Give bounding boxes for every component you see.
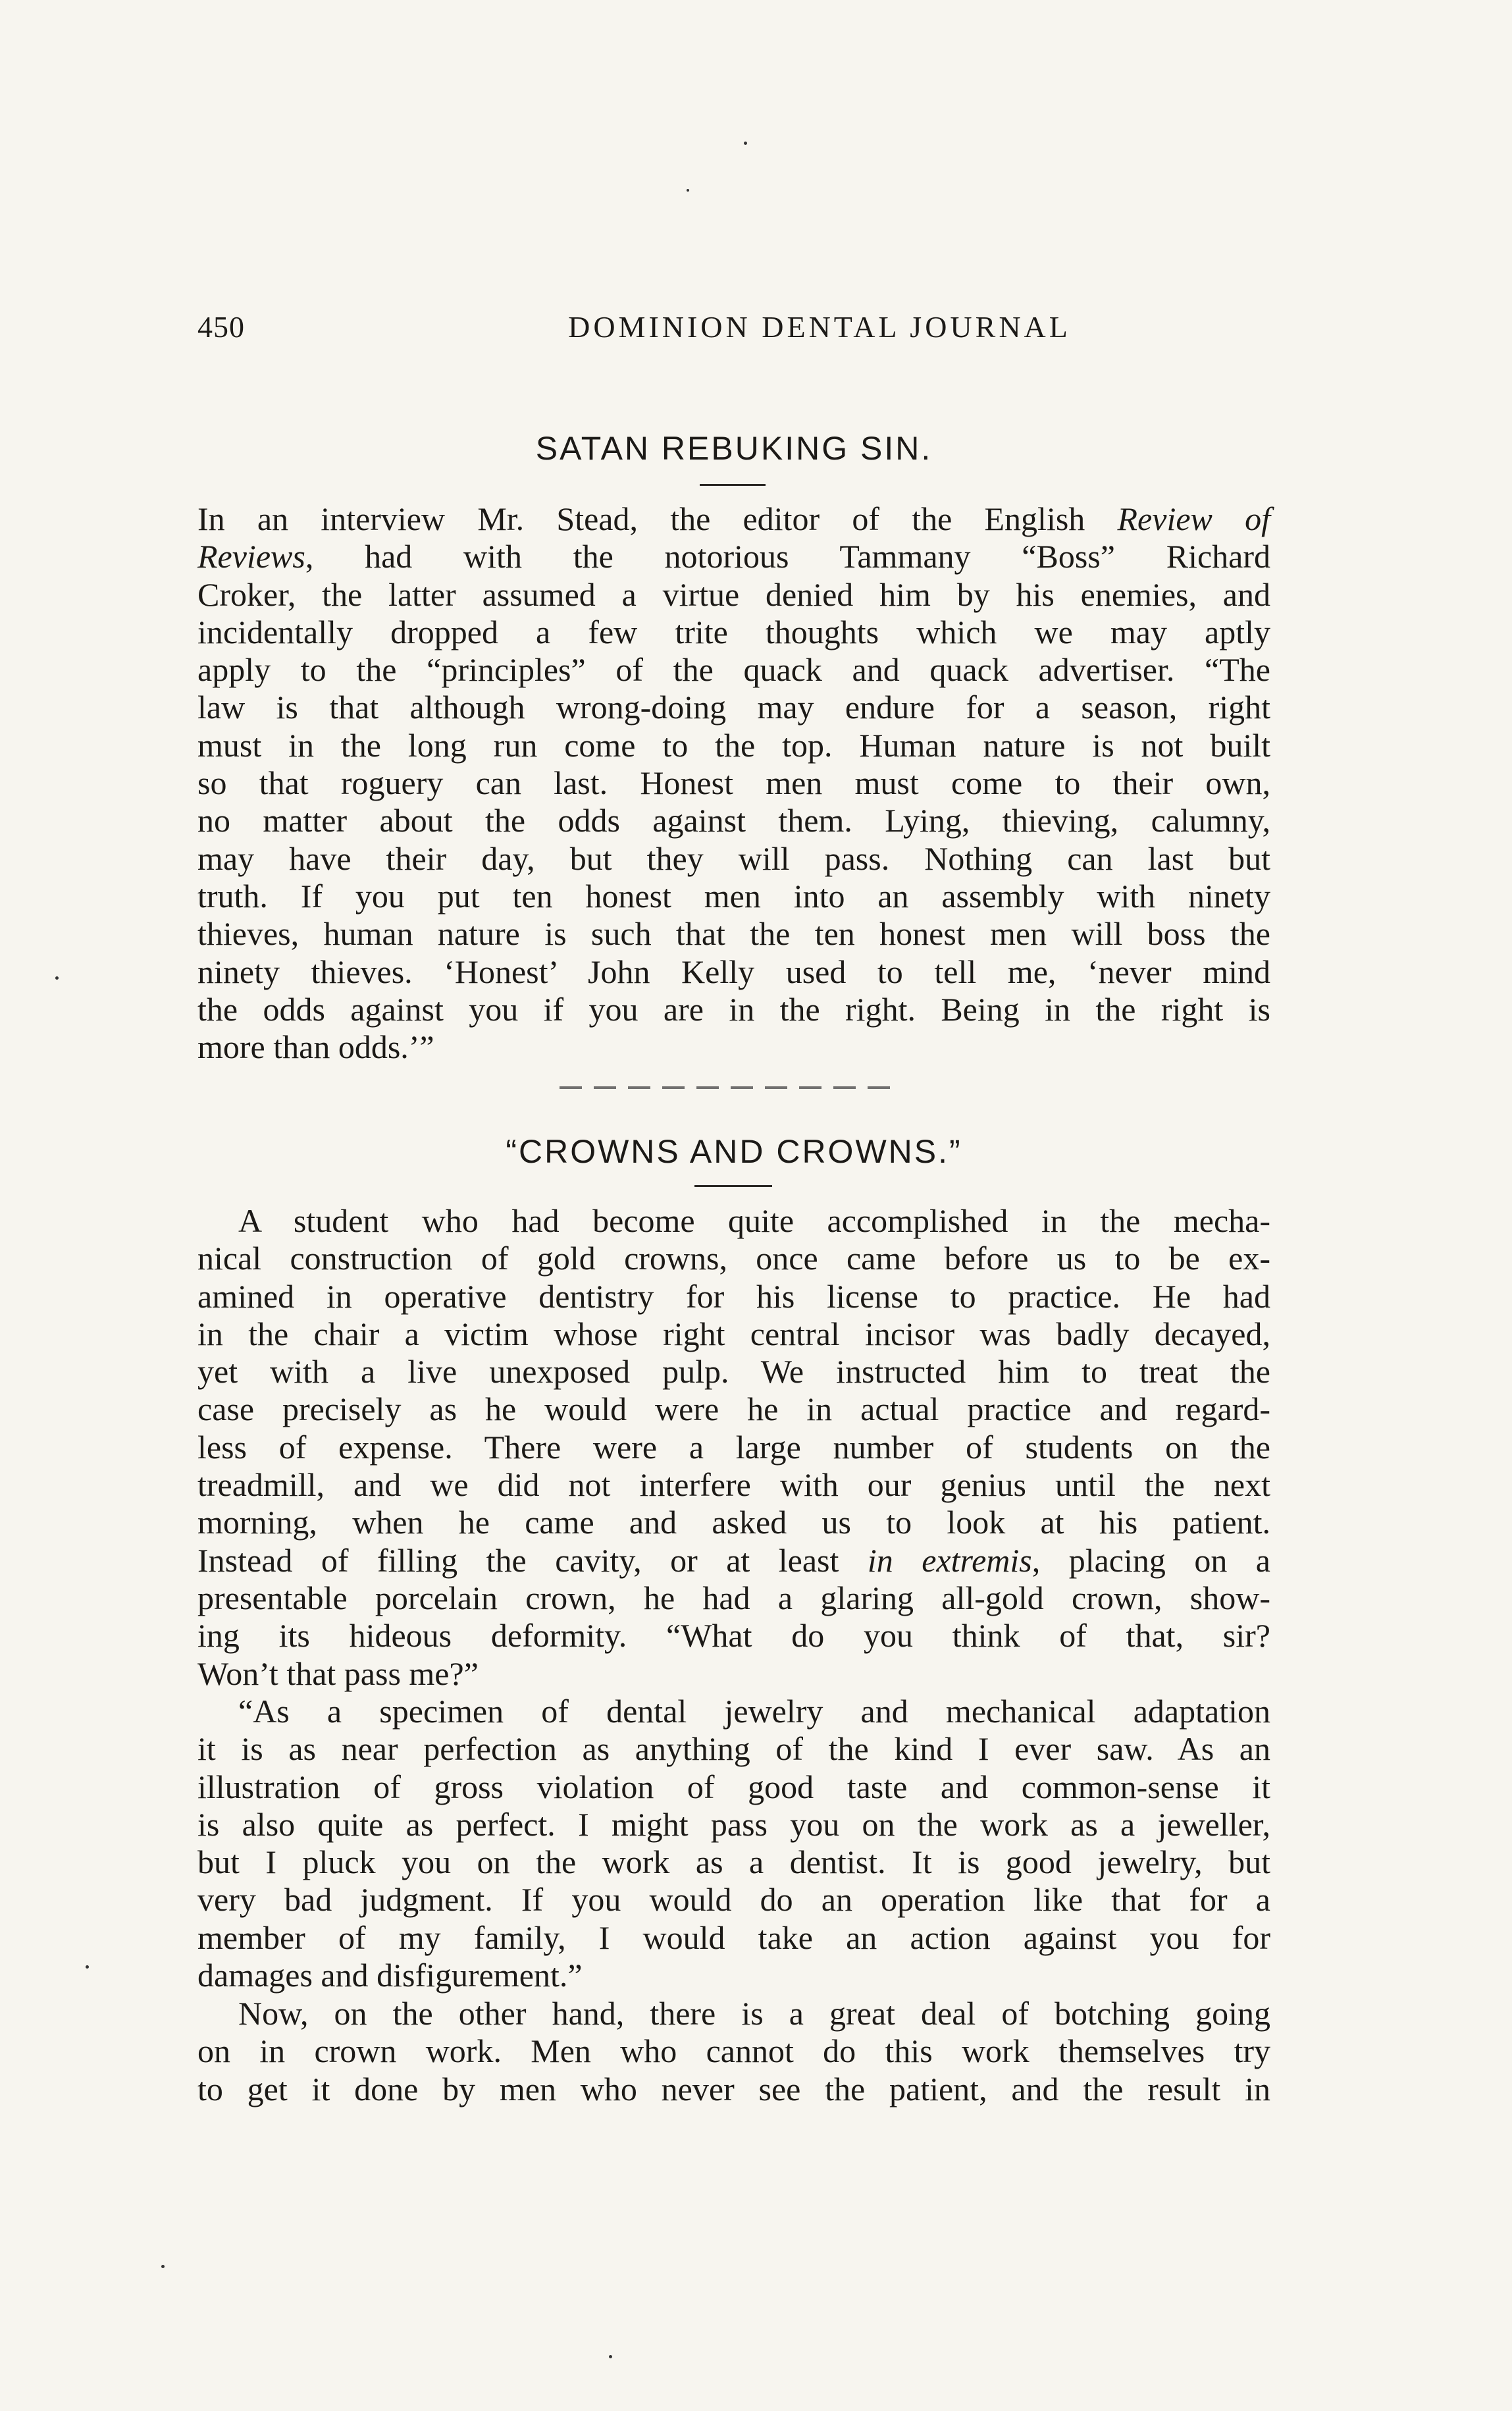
text-line: treadmill, and we did not interfere with our genius until the next	[197, 1466, 1270, 1504]
text-line: ing its hideous deformity. “What do you think of that, sir?	[197, 1617, 1270, 1655]
text-line: no matter about the odds against them. Lying, thieving, calumny,	[197, 802, 1270, 839]
text-line: nical construction of gold crowns, once came before us to be ex-	[197, 1240, 1270, 1277]
article-title-crowns-and-crowns: “CROWNS AND CROWNS.”	[506, 1133, 962, 1170]
text-line: less of expense. There were a large number of students on the	[197, 1428, 1270, 1466]
text-line: so that roguery can last. Honest men must come to their own,	[197, 764, 1270, 802]
text-line: case precisely as he would were he in actual practice and regard-	[197, 1391, 1270, 1428]
title-rule	[694, 1185, 772, 1187]
text-line: amined in operative dentistry for his license to practice. He had	[197, 1277, 1270, 1315]
section-separator	[560, 1086, 902, 1089]
text-line: member of my family, I would take an action against you for	[197, 1919, 1270, 1956]
text-line: the odds against you if you are in the right. Being in the right is	[197, 990, 1270, 1028]
article-title-satan-rebuking-sin: SATAN REBUKING SIN.	[535, 430, 933, 467]
scan-speck	[687, 189, 689, 192]
text-line: incidentally dropped a few trite thoughts which we may aptly	[197, 613, 1270, 650]
journal-title: DOMINION DENTAL JOURNAL	[568, 310, 1071, 344]
text-line: ninety thieves. ‘Honest’ John Kelly used to tell me, ‘never mind	[197, 953, 1270, 990]
text-line: on in crown work. Men who cannot do this work themselves try	[197, 2032, 1270, 2070]
text-line: illustration of gross violation of good taste and common-sense it	[197, 1768, 1270, 1805]
scan-speck	[55, 976, 59, 980]
text-line: presentable porcelain crown, he had a glaring all-gold crown, show-	[197, 1579, 1270, 1616]
text-line: more than odds.’”	[197, 1028, 434, 1066]
article1-paragraph	[197, 500, 1270, 1066]
text-line: morning, when he came and asked us to look at his patient.	[197, 1504, 1270, 1541]
text-line: is also quite as perfect. I might pass you on the work as a jeweller,	[197, 1805, 1270, 1843]
page-number: 450	[197, 310, 245, 344]
text-line: truth. If you put ten honest men into an assembly with ninety	[197, 877, 1270, 914]
text-line: A student who had become quite accomplished in the mecha-	[238, 1202, 1270, 1239]
text-line: “As a specimen of dental jewelry and mechanical adaptation	[238, 1693, 1270, 1730]
text-line: yet with a live unexposed pulp. We instructed him to treat the	[197, 1353, 1270, 1391]
text-line: Won’t that pass me?”	[197, 1655, 479, 1692]
text-line: apply to the “principles” of the quack and quack advertiser. “The	[197, 651, 1270, 689]
text-line: Reviews, had with the notorious Tammany “Boss” Richard	[197, 538, 1270, 575]
text-line: Croker, the latter assumed a virtue denied him by his enemies, and	[197, 575, 1270, 613]
text-line: In an interview Mr. Stead, the editor of the English Review of	[197, 500, 1270, 537]
scan-speck	[609, 2355, 612, 2358]
text-line: in the chair a victim whose right central incisor was badly decayed,	[197, 1315, 1270, 1352]
article2-paragraph-3	[197, 1995, 1270, 2108]
article2-paragraph-1	[197, 1202, 1270, 1693]
text-line: thieves, human nature is such that the ten honest men will boss the	[197, 915, 1270, 953]
scan-speck	[744, 142, 747, 145]
text-line: may have their day, but they will pass. Nothing can last but	[197, 839, 1270, 877]
text-line: Instead of filling the cavity, or at least in extremis, placing on a	[197, 1541, 1270, 1579]
text-line: must in the long run come to the top. Human nature is not built	[197, 726, 1270, 764]
title-rule	[700, 484, 766, 486]
text-line: law is that although wrong-doing may endure for a season, right	[197, 689, 1270, 726]
text-line: very bad judgment. If you would do an operation like that for a	[197, 1881, 1270, 1919]
article2-paragraph-2	[197, 1693, 1270, 1994]
scan-speck	[86, 1965, 89, 1969]
text-line: but I pluck you on the work as a dentist. It is good jewelry, but	[197, 1843, 1270, 1881]
text-line: damages and disfigurement.”	[197, 1957, 583, 1994]
text-line: Now, on the other hand, there is a great deal of botching going	[238, 1995, 1270, 2032]
text-line: it is as near perfection as anything of the kind I ever saw. As an	[197, 1730, 1270, 1768]
running-head	[197, 309, 1270, 349]
text-line: to get it done by men who never see the patient, and the result in	[197, 2070, 1270, 2107]
scan-speck	[161, 2265, 165, 2268]
